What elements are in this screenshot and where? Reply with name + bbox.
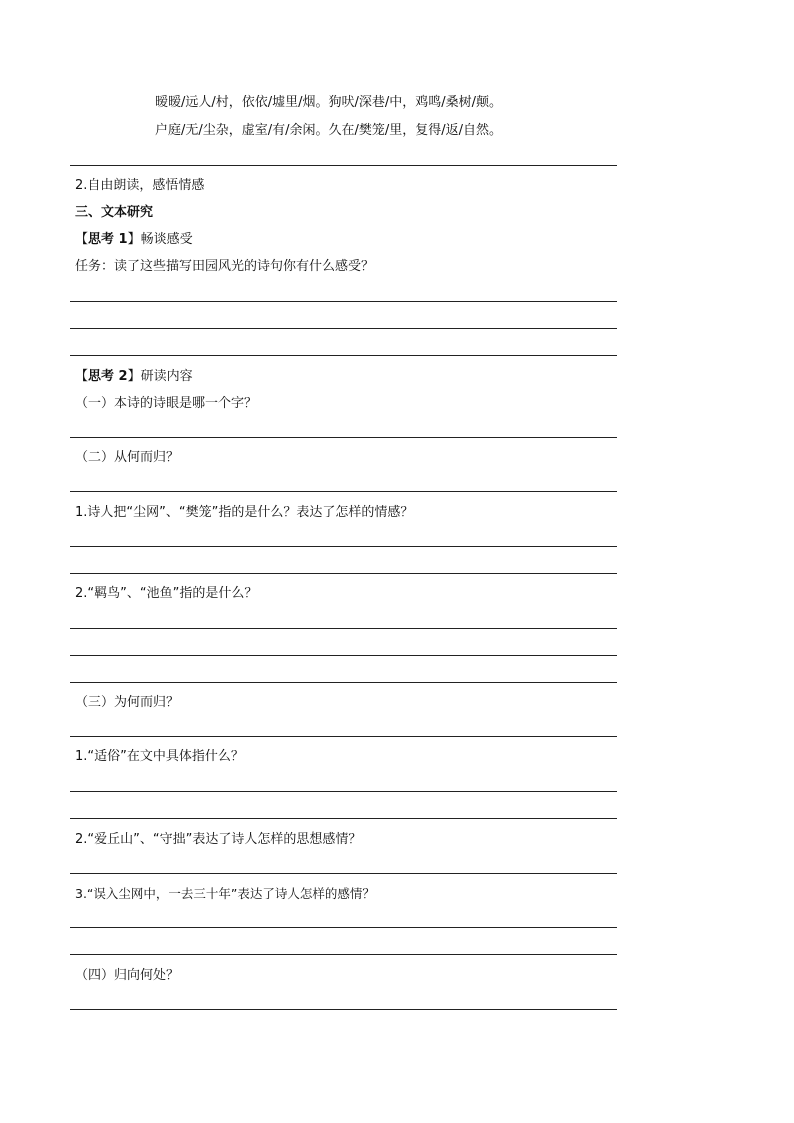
think-1-title: 畅谈感受	[140, 232, 193, 247]
question-2-sub-1: 1.诗人把“尘网”、“樊笼”指的是什么？表达了怎样的情感？	[75, 505, 414, 520]
answer-line	[70, 954, 617, 955]
answer-line	[70, 437, 617, 438]
question-4: （四）归向何处？	[75, 968, 180, 983]
question-2: （二）从何而归？	[75, 450, 180, 465]
think-2-label: 思考 2	[88, 369, 128, 384]
think-1-heading	[75, 232, 193, 248]
bracket-open: 【	[75, 369, 89, 384]
think-1-label: 思考 1	[88, 232, 128, 247]
think-1-task: 任务：读了这些描写田园风光的诗句你有什么感受？	[75, 259, 375, 274]
question-3-sub-3: 3.“误入尘网中，一去三十年”表达了诗人怎样的感情？	[75, 886, 375, 901]
answer-line	[70, 301, 617, 302]
question-3: （三）为何而归？	[75, 695, 180, 710]
answer-line	[70, 873, 617, 874]
think-2-heading	[75, 369, 193, 385]
think-2-title: 研读内容	[140, 369, 193, 384]
answer-line	[70, 165, 617, 166]
poem-line-2: 户庭/无/尘杂，虚室/有/余闲。久在/樊笼/里，复得/返/自然。	[155, 123, 503, 138]
answer-line	[70, 328, 617, 329]
section-heading: 三、文本研究	[75, 205, 154, 220]
reading-item-2: 2.自由朗读，感悟情感	[75, 178, 205, 193]
bracket-close: 】	[127, 369, 141, 384]
question-3-sub-2: 2.“爱丘山”、“守拙”表达了诗人怎样的思想感情？	[75, 832, 362, 847]
answer-line	[70, 736, 617, 737]
question-2-sub-2: 2.“羁鸟”、“池鱼”指的是什么？	[75, 586, 258, 601]
answer-line	[70, 927, 617, 928]
question-1: （一）本诗的诗眼是哪一个字？	[75, 396, 258, 411]
answer-line	[70, 1009, 617, 1010]
answer-line	[70, 546, 617, 547]
poem-line-1: 暧暧/远人/村，依依/墟里/烟。狗吠/深巷/中，鸡鸣/桑树/颠。	[155, 95, 503, 110]
bracket-open: 【	[75, 232, 89, 247]
answer-line	[70, 355, 617, 356]
answer-line	[70, 655, 617, 656]
answer-line	[70, 628, 617, 629]
answer-line	[70, 491, 617, 492]
answer-line	[70, 682, 617, 683]
answer-line	[70, 791, 617, 792]
question-3-sub-1: 1.“适俗”在文中具体指什么？	[75, 749, 244, 764]
answer-line	[70, 573, 617, 574]
bracket-close: 】	[127, 232, 141, 247]
answer-line	[70, 818, 617, 819]
